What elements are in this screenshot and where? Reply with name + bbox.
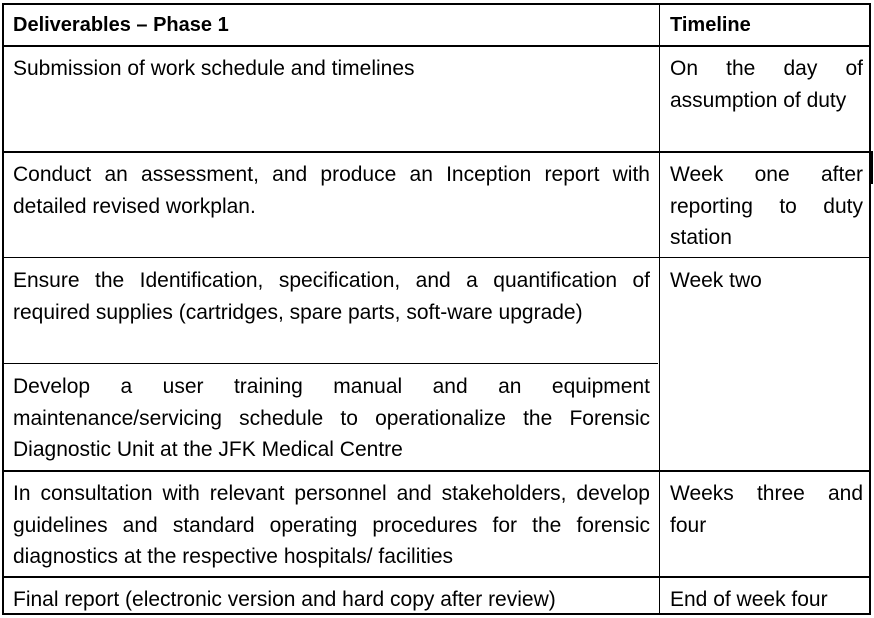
deliverable-cell: Final report (electronic version and hard copy after review) — [13, 588, 556, 611]
deliverable-cell: Submission of work schedule and timelines — [13, 57, 415, 80]
edge-mark — [871, 151, 873, 184]
row-divider-header — [4, 45, 869, 47]
header-deliverables: Deliverables – Phase 1 — [13, 14, 229, 36]
timeline-cell: End of week four — [670, 588, 828, 611]
header-timeline: Timeline — [670, 14, 751, 36]
deliverable-cell: Ensure the Identification, specification, and a quantification of required supplies (cartridges, spare parts, soft-ware upgrade) — [13, 269, 650, 324]
timeline-cell: On the day of assumption of duty — [670, 57, 863, 112]
deliverable-cell: Develop a user training manual and an equipment maintenance/servicing schedule to operationalize the Forensic Diagnostic Unit at the JFK Medical Centre — [13, 375, 650, 461]
row-divider-1 — [4, 151, 869, 153]
column-divider — [659, 5, 660, 613]
timeline-cell: Weeks three and four — [670, 482, 863, 537]
deliverable-cell: Conduct an assessment, and produce an Inception report with detailed revised workplan. — [13, 163, 650, 218]
timeline-cell: Week one after reporting to duty station — [670, 163, 863, 249]
deliverable-cell: In consultation with relevant personnel and stakeholders, develop guidelines and standard operating procedures for the forensic diagnostics at the respective hospitals/ facilities — [13, 482, 650, 568]
deliverables-table — [2, 3, 871, 615]
row-divider-4 — [4, 470, 869, 472]
row-divider-2 — [4, 257, 869, 258]
row-divider-5 — [4, 576, 869, 578]
row-divider-3 — [4, 363, 658, 364]
timeline-cell: Week two — [670, 269, 762, 292]
